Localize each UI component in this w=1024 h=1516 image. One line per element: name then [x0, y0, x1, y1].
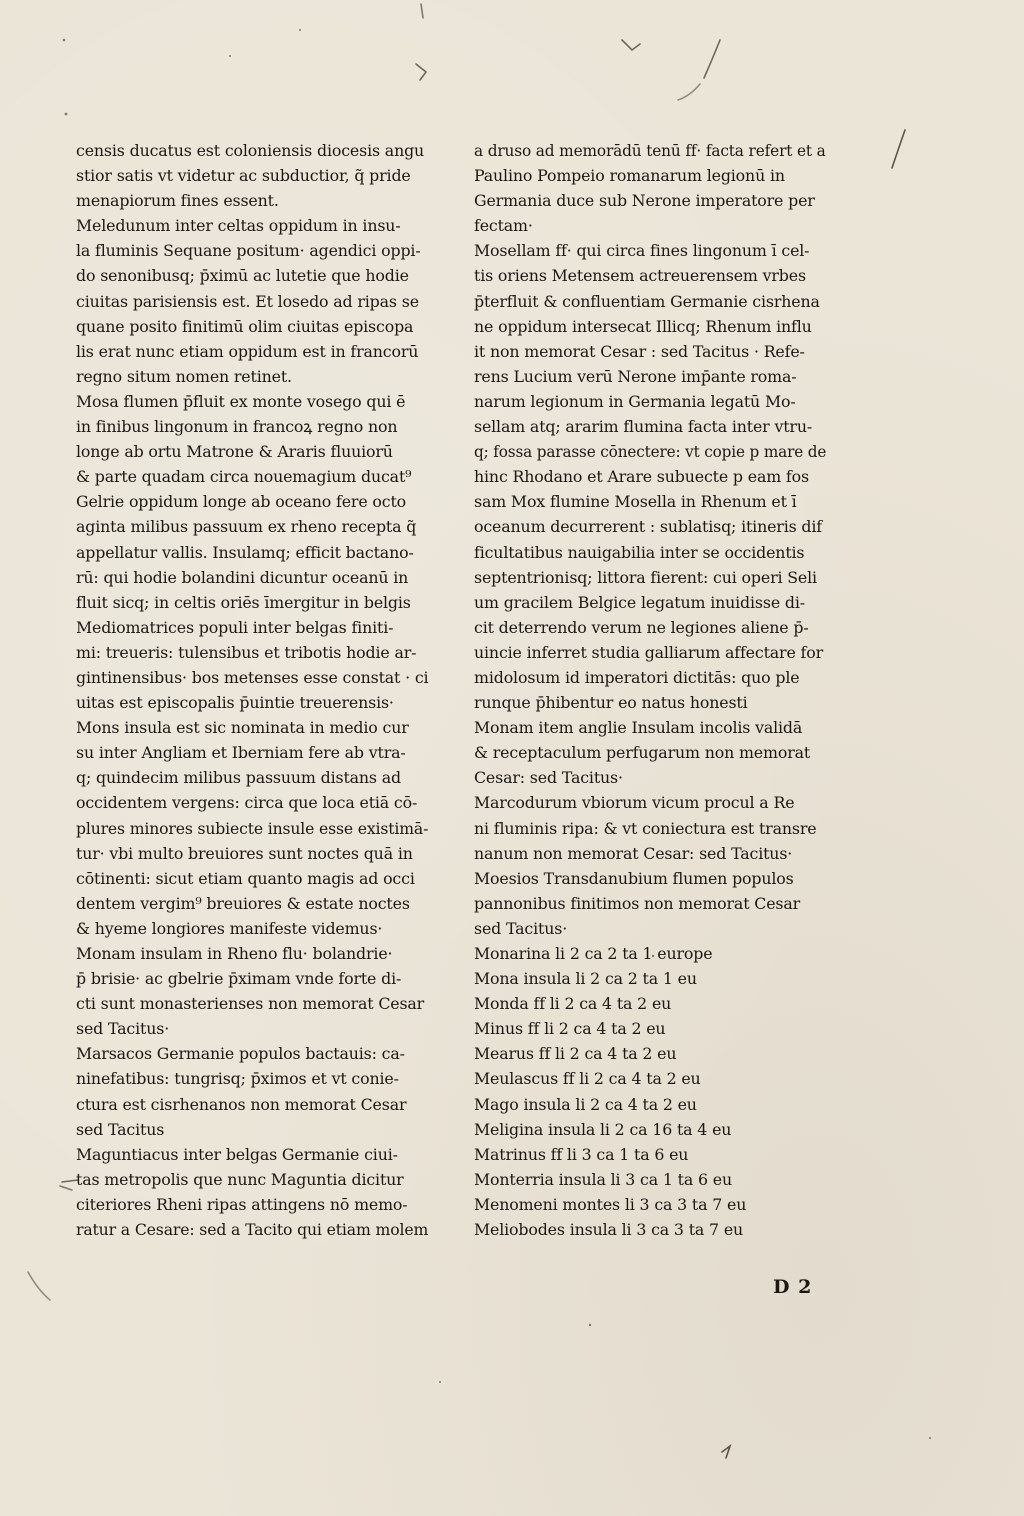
- text-line: narum legionum in Germania legatū Mo-: [474, 391, 796, 411]
- text-line: longe ab ortu Matrone & Araris fluuiorū: [76, 442, 393, 462]
- text-line: regno situm nomen retinet.: [76, 366, 292, 386]
- text-line: rens Lucium verū Nerone imp̄ante roma-: [474, 366, 797, 386]
- text-line: cōtinenti: sicut etiam quanto magis ad occi: [76, 868, 415, 888]
- text-line: tur· vbi multo breuiores sunt noctes quā in: [76, 843, 413, 863]
- right-text-column: [474, 138, 826, 1242]
- text-line: dentem vergim⁹ breuiores & estate noctes: [76, 893, 410, 913]
- text-line: gintinensibus· bos metenses esse constat · ci: [76, 667, 429, 687]
- text-line: pannonibus finitimos non memorat Cesar: [474, 893, 801, 913]
- text-line: & hyeme longiores manifeste videmus·: [76, 918, 383, 938]
- text-line: Germania duce sub Nerone imperatore per: [474, 191, 815, 211]
- index-line: Meulascus ff li 2 ca 4 ta 2 eu: [474, 1069, 701, 1089]
- text-line: septentrionisq; littora fierent: cui operi Seli: [474, 567, 817, 587]
- text-line: Maguntiacus inter belgas Germanie ciui-: [76, 1144, 398, 1164]
- text-line: Paulino Pompeio romanarum legionū in: [474, 166, 785, 186]
- text-line: tas metropolis que nunc Maguntia dicitur: [76, 1169, 404, 1189]
- text-line: Marcodurum vbiorum vicum procul a Re: [474, 793, 795, 813]
- text-line: quane posito finitimū olim ciuitas episcopa: [76, 316, 414, 336]
- text-line: sed Tacitus: [76, 1119, 165, 1139]
- text-line: nanum non memorat Cesar: sed Tacitus·: [474, 843, 793, 863]
- text-line: su inter Angliam et Iberniam fere ab vtra-: [76, 743, 406, 763]
- text-line: & parte quadam circa nouemagium ducat⁹: [76, 467, 412, 487]
- text-line: in finibus lingonum in francoꝝ regno non: [76, 417, 398, 437]
- text-line: mi: treueris: tulensibus et tribotis hodie ar-: [76, 642, 417, 662]
- text-line: Mons insula est sic nominata in medio cur: [76, 718, 409, 738]
- index-line: Matrinus ff li 3 ca 1 ta 6 eu: [474, 1144, 689, 1164]
- text-line: Mosa flumen p̄fluit ex monte vosego qui ē: [76, 391, 406, 411]
- text-line: hinc Rhodano et Arare subuecte p eam fos: [474, 467, 809, 487]
- text-line: stior satis vt videtur ac subductior, q̃ pride: [76, 166, 411, 186]
- text-line: Mediomatrices populi inter belgas finiti-: [76, 617, 394, 637]
- text-line: it non memorat Cesar : sed Tacitus · Refe-: [474, 341, 805, 361]
- text-line: ctura est cisrhenanos non memorat Cesar: [76, 1094, 407, 1114]
- text-line: cti sunt monasterienses non memorat Cesar: [76, 994, 425, 1014]
- index-line: Meliobodes insula li 3 ca 3 ta 7 eu: [474, 1220, 744, 1240]
- text-line: tis oriens Metensem actreuerensem vrbes: [474, 266, 806, 286]
- text-line: Moesios Transdanubium flumen populos: [474, 868, 794, 888]
- signature-mark: D 2: [773, 1276, 813, 1298]
- index-line: Mearus ff li 2 ca 4 ta 2 eu: [474, 1044, 677, 1064]
- text-line: oceanum decurrerent : sublatisq; itineris dif: [474, 517, 822, 537]
- text-line: ne oppidum intersecat Illicq; Rhenum influ: [474, 316, 812, 336]
- text-line: p̄terfluit & confluentiam Germanie cisrhena: [474, 291, 820, 311]
- text-line: appellatur vallis. Insulamq; efficit bactano-: [76, 542, 414, 562]
- text-line: Gelrie oppidum longe ab oceano fere octo: [76, 492, 407, 512]
- text-line: citeriores Rheni ripas attingens nō memo-: [76, 1194, 408, 1214]
- index-line: Mago insula li 2 ca 4 ta 2 eu: [474, 1094, 697, 1114]
- index-line: Menomeni montes li 3 ca 3 ta 7 eu: [474, 1194, 747, 1214]
- index-line: Monarina li 2 ca 2 ta 1 europe: [474, 944, 713, 963]
- text-line: ficultatibus nauigabilia inter se occidentis: [474, 542, 805, 562]
- text-line: ratur a Cesare: sed a Tacito qui etiam molem: [76, 1220, 429, 1240]
- text-line: fectam·: [474, 216, 533, 236]
- text-line: Marsacos Germanie populos bactauis: ca-: [76, 1044, 405, 1064]
- text-line: sam Mox flumine Mosella in Rhenum et ī: [474, 492, 797, 512]
- text-line: Mosellam ff· qui circa fines lingonum ī cel-: [474, 241, 810, 261]
- text-line: ni fluminis ripa: & vt coniectura est transre: [474, 818, 817, 838]
- text-line: rū: qui hodie bolandini dicuntur oceanū in: [76, 567, 409, 587]
- index-line: Minus ff li 2 ca 4 ta 2 eu: [474, 1019, 666, 1039]
- text-line: ciuitas parisiensis est. Et losedo ad ripas se: [76, 291, 419, 311]
- text-line: midolosum id imperatori dictitās: quo ple: [474, 667, 800, 687]
- text-line: sellam atq; ararim flumina facta inter vtru-: [474, 417, 813, 437]
- text-line: occidentem vergens: circa que loca etiā cō-: [76, 793, 418, 813]
- text-line: lis erat nunc etiam oppidum est in francorū: [76, 341, 419, 361]
- text-line: q; fossa parasse cōnectere: vt copie p mare de: [474, 442, 827, 462]
- text-line: ninefatibus: tungrisq; p̄ximos et vt conie-: [76, 1069, 399, 1089]
- text-line: q; quindecim milibus passuum distans ad: [76, 768, 401, 788]
- text-line: censis ducatus est coloniensis diocesis angu: [76, 141, 425, 160]
- index-line: Mona insula li 2 ca 2 ta 1 eu: [474, 969, 697, 989]
- text-line: uitas est episcopalis p̄uintie treuerensis·: [76, 693, 394, 713]
- text-line: sed Tacitus·: [474, 918, 568, 938]
- text-line: uincie inferret studia galliarum affectare for: [474, 642, 823, 662]
- text-line: runque p̄hibentur eo natus honesti: [474, 693, 748, 713]
- text-line: um gracilem Belgice legatum inuidisse di-: [474, 592, 805, 612]
- text-line: cit deterrendo verum ne legiones aliene p̄-: [474, 617, 809, 637]
- text-line: fluit sicq; in celtis oriēs īmergitur in belgis: [76, 592, 411, 612]
- text-line: la fluminis Sequane positum· agendici oppi-: [76, 241, 421, 261]
- text-line: & receptaculum perfugarum non memorat: [474, 743, 811, 763]
- text-line: sed Tacitus·: [76, 1019, 170, 1039]
- text-line: Cesar: sed Tacitus·: [474, 768, 623, 788]
- index-line: Meligina insula li 2 ca 16 ta 4 eu: [474, 1119, 732, 1139]
- text-line: menapiorum fines essent.: [76, 191, 279, 211]
- text-line: p̄ brisie· ac gbelrie p̄ximam vnde forte di-: [76, 969, 402, 989]
- left-text-column: [76, 138, 428, 1242]
- text-line: Meledunum inter celtas oppidum in insu-: [76, 216, 401, 236]
- index-line: Monda ff li 2 ca 4 ta 2 eu: [474, 994, 672, 1014]
- text-line: Monam insulam in Rheno flu· bolandrie·: [76, 944, 393, 963]
- text-line: aginta milibus passuum ex rheno recepta q̃: [76, 517, 417, 537]
- text-line: plures minores subiecte insule esse existimā-: [76, 818, 429, 838]
- text-line: Monam item anglie Insulam incolis validā: [474, 718, 803, 738]
- index-line: Monterria insula li 3 ca 1 ta 6 eu: [474, 1169, 732, 1189]
- text-line: a druso ad memorādū tenū ff· facta refert et a: [474, 141, 826, 160]
- text-line: do senonibusq; p̄ximū ac lutetie que hodie: [76, 266, 409, 286]
